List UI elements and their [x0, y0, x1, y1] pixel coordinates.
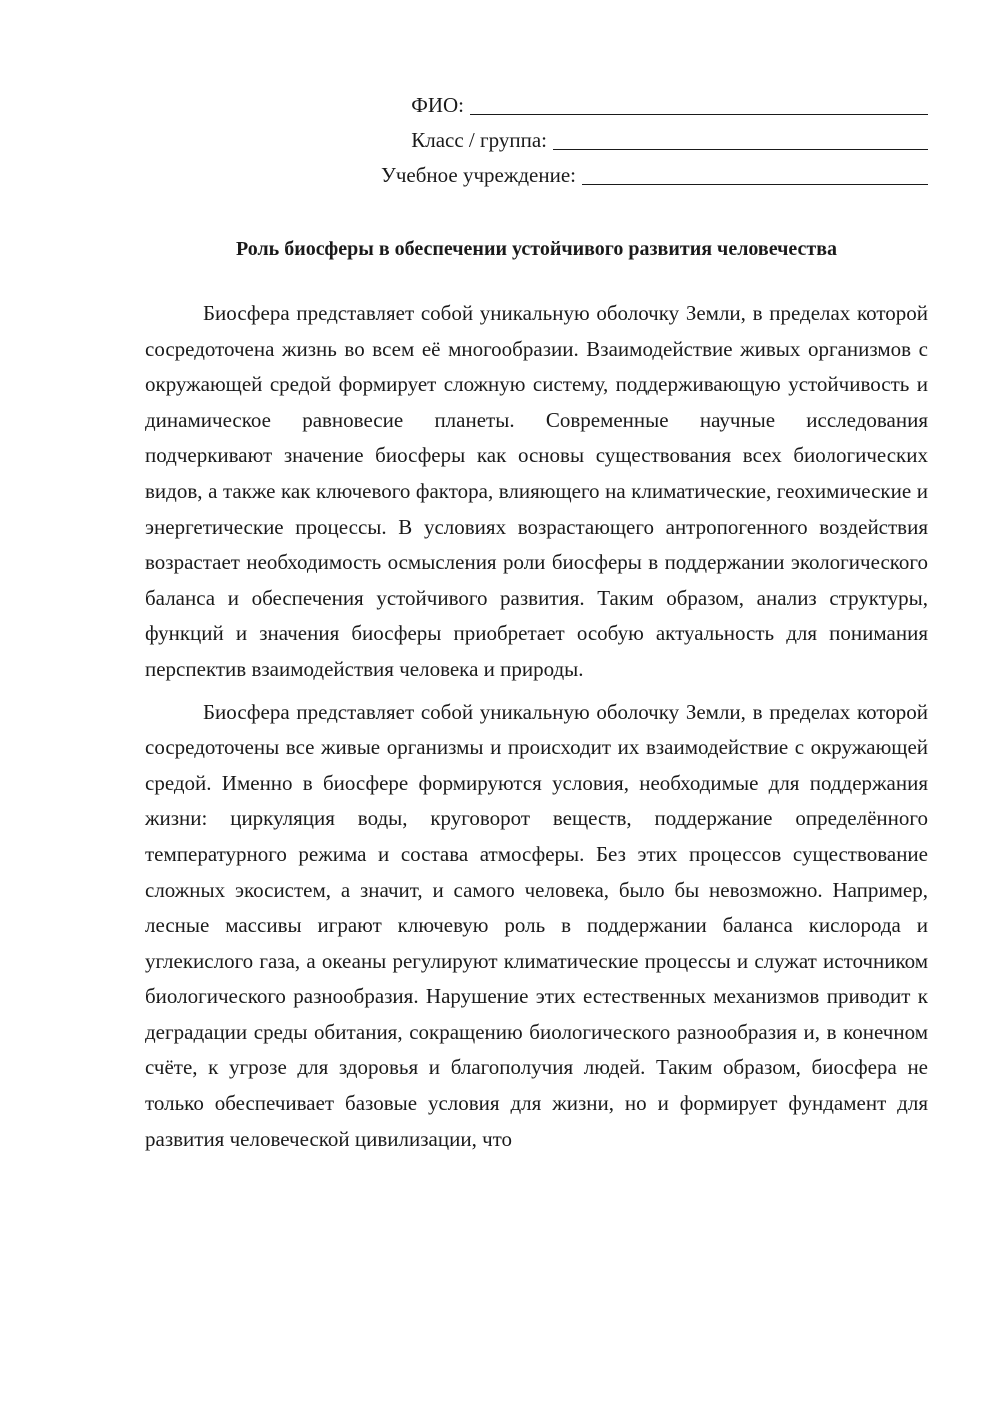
- student-info-fields: [145, 88, 928, 193]
- fio-blank-line[interactable]: [470, 114, 928, 115]
- document-title: Роль биосферы в обеспечении устойчивого развития человечества: [235, 238, 837, 260]
- institution-blank-line[interactable]: [582, 184, 928, 185]
- document-page: [145, 88, 928, 1164]
- fio-field: [145, 88, 928, 123]
- class-blank-line[interactable]: [553, 149, 928, 150]
- document-body: [145, 296, 928, 1157]
- fio-label: ФИО:: [411, 93, 464, 117]
- institution-label: Учебное учреждение:: [380, 163, 576, 187]
- paragraph-2: Биосфера представляет собой уникальную оболочку Земли, в пределах которой сосредоточены все живые организмы и происходит их взаимодействие с окружающей средой. Именно в биосфере формируются условия, необходимые для поддержания жизни: циркуляция воды, круговорот веществ, поддержание определённого температурного режима и состава атмосферы. Без этих процессов существование сложных экосистем, а значит, и самого человека, было бы невозможно. Например, лесные массивы играют ключевую роль в поддержании баланса кислорода и углекислого газа, а океаны регулируют климатические процессы и служат источником биологического разнообразия. Нарушение этих естественных механизмов приводит к деградации среды обитания, сокращению биологического разнообразия и, в конечном счёте, к угрозе для здоровья и благополучия людей. Таким образом, биосфера не только обеспечивает базовые условия для жизни, но и формирует фундамент для развития человеческой цивилизации, что: [145, 699, 928, 1151]
- paragraph-1: Биосфера представляет собой уникальную оболочку Земли, в пределах которой сосредоточена жизнь во всем её многообразии. Взаимодействие живых организмов с окружающей средой формирует сложную систему, поддерживающую устойчивость и динамическое равновесие планеты. Современные научные исследования подчеркивают значение биосферы как основы существования всех биологических видов, а также как ключевого фактора, влияющего на климатические, геохимические и энергетические процессы. В условиях возрастающего антропогенного воздействия возрастает необходимость осмысления роли биосферы в поддержании экологического баланса и обеспечения устойчивого развития. Таким образом, анализ структуры, функций и значения биосферы приобретает особую актуальность для понимания перспектив взаимодействия человека и природы.: [145, 301, 928, 681]
- class-label: Класс / группа:: [411, 128, 547, 152]
- institution-field: [145, 158, 928, 193]
- class-field: [145, 123, 928, 158]
